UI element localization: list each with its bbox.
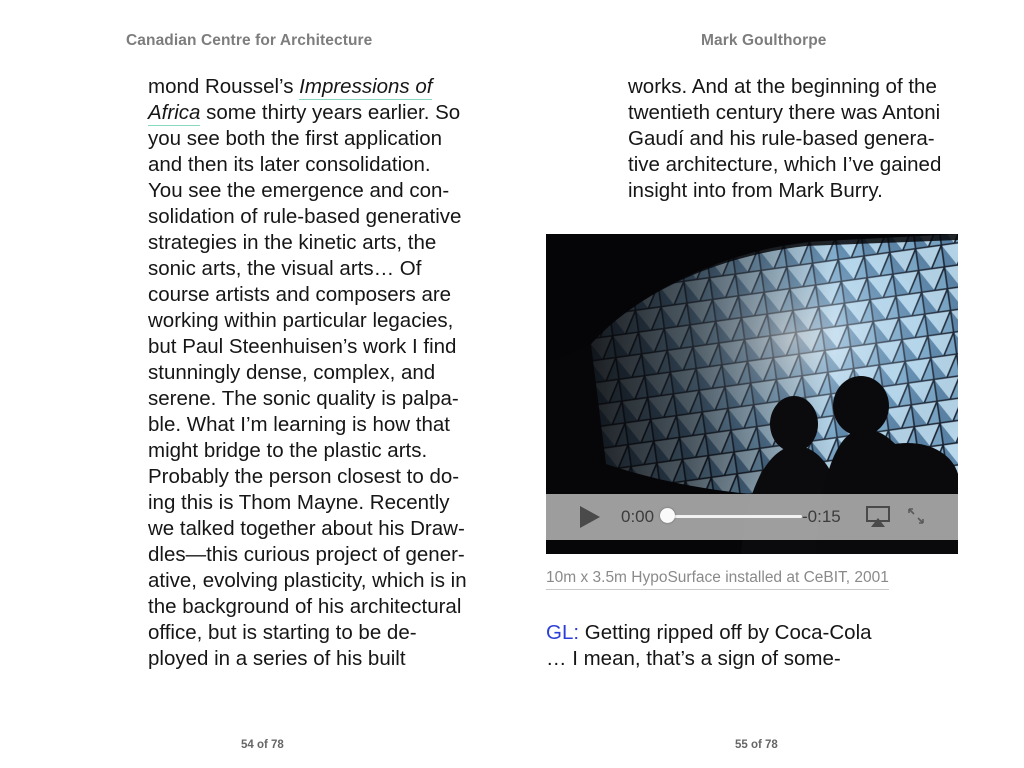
text-line: dles—this curious project of gener-	[148, 543, 465, 566]
fullscreen-icon[interactable]	[906, 506, 926, 526]
text-line: twentieth century there was Antoni	[628, 101, 941, 124]
airplay-icon[interactable]	[866, 506, 890, 528]
highlighted-title[interactable]: Africa	[148, 101, 201, 124]
text-line: working within particular legacies,	[148, 309, 454, 332]
figure-caption[interactable]: 10m x 3.5m HypoSurface installed at CeBIT, 2001	[546, 569, 889, 590]
right-page-text	[628, 74, 973, 204]
text-line: strategies in the kinetic arts, the	[148, 231, 437, 254]
video-controls	[546, 494, 958, 540]
page-number-left: 54 of 78	[241, 739, 284, 751]
text-line: stunningly dense, complex, and	[148, 361, 436, 384]
text-line: ative, evolving plasticity, which is in	[148, 569, 467, 592]
text-line: Gaudí and his rule-based genera-	[628, 127, 935, 150]
time-elapsed: 0:00	[621, 507, 655, 526]
text-line: might bridge to the plastic arts.	[148, 439, 428, 462]
text-line: … I mean, that’s a sign of some-	[546, 647, 841, 670]
text-line: but Paul Steenhuisen’s work I find	[148, 335, 457, 358]
text-line: works. And at the beginning of the	[628, 75, 937, 98]
progress-handle[interactable]	[660, 508, 675, 523]
text-line: office, but is starting to be de-	[148, 621, 417, 644]
text-line: we talked together about his Draw-	[148, 517, 465, 540]
text-line: and then its later consolidation.	[148, 153, 431, 176]
video-player[interactable]	[546, 234, 958, 554]
progress-track[interactable]	[666, 515, 802, 518]
speaker-label: GL:	[546, 621, 580, 644]
text-line: solidation of rule-based generative	[148, 205, 462, 228]
left-page-text	[148, 74, 493, 672]
page-number-right: 55 of 78	[735, 739, 778, 751]
text-line: tive architecture, which I’ve gained	[628, 153, 942, 176]
play-icon[interactable]	[576, 505, 602, 529]
text-span: some thirty years earlier. So	[200, 101, 461, 124]
time-remaining: -0:15	[802, 507, 841, 526]
text-line: You see the emergence and con-	[148, 179, 450, 202]
text-line: ing this is Thom Mayne. Recently	[148, 491, 450, 514]
text-line: ployed in a series of his built	[148, 647, 406, 670]
text-line: serene. The sonic quality is palpa-	[148, 387, 459, 410]
text-line	[546, 620, 872, 646]
text-line: sonic arts, the visual arts… Of	[148, 257, 422, 280]
text-span: Getting ripped off by Coca-Cola	[579, 621, 872, 644]
dialog-text	[546, 620, 872, 672]
running-head-right: Mark Goulthorpe	[701, 32, 827, 49]
text-line: insight into from Mark Burry.	[628, 179, 883, 202]
running-head-left: Canadian Centre for Architecture	[126, 32, 373, 49]
text-span: mond Roussel’s	[148, 75, 300, 98]
text-line	[148, 74, 493, 100]
text-line: course artists and composers are	[148, 283, 452, 306]
highlighted-title[interactable]: Impressions of	[299, 75, 433, 98]
text-line: you see both the first application	[148, 127, 443, 150]
text-line: ble. What I’m learning is how that	[148, 413, 450, 436]
text-line: the background of his architectural	[148, 595, 462, 618]
text-line: Probably the person closest to do-	[148, 465, 460, 488]
text-line	[148, 100, 493, 126]
